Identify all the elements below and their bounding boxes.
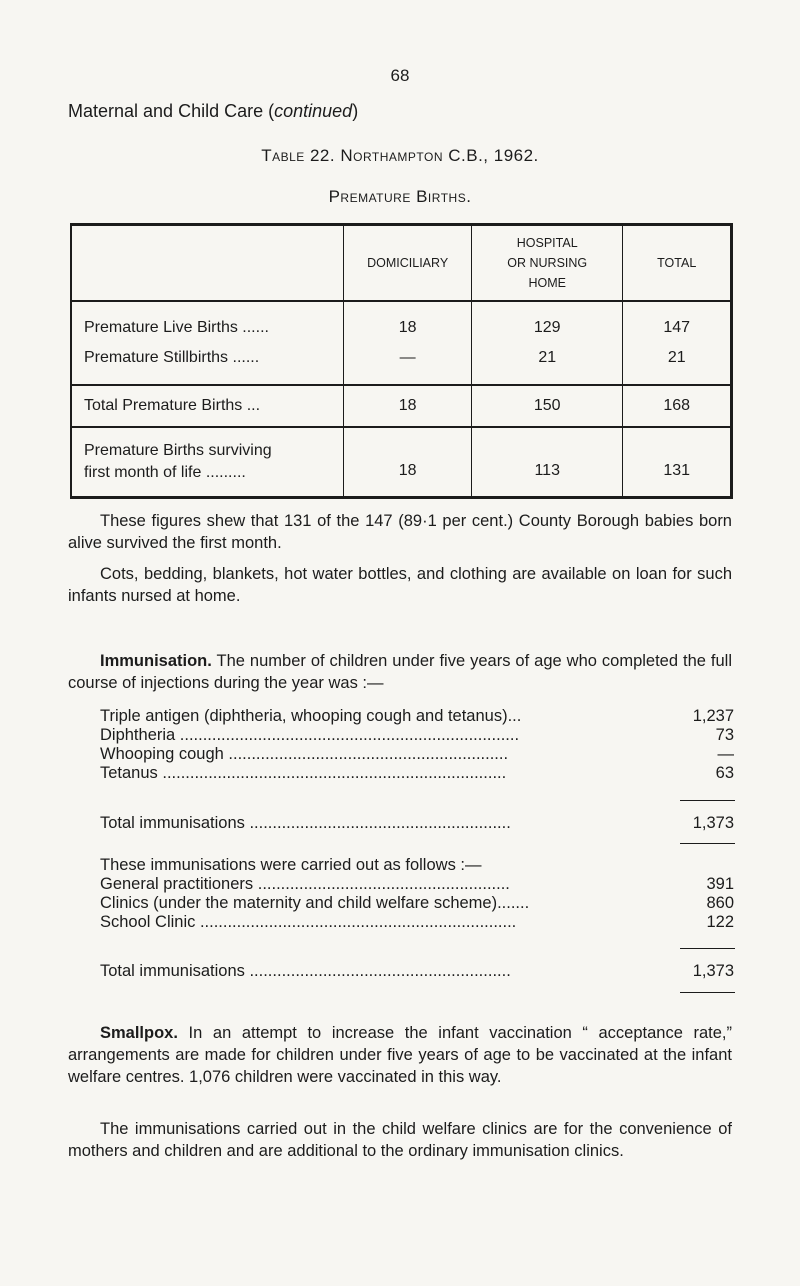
total-hospital: 150 — [472, 385, 623, 427]
total-value: 1,373 — [692, 962, 734, 980]
item-value: 63 — [715, 764, 734, 782]
total-cell — [623, 301, 732, 385]
item-value: 1,237 — [692, 707, 734, 725]
item-value: 391 — [706, 875, 734, 893]
carried-intro-text: These immunisations were carried out as follows :— — [100, 856, 482, 874]
loan-paragraph: Cots, bedding, blankets, hot water bottles, and clothing are available on loan for such infants nursed at home. — [68, 565, 732, 605]
sum-rule — [680, 992, 735, 993]
header-hospital — [472, 225, 623, 302]
table-title: Table 22. Northampton C.B., 1962. — [261, 146, 539, 165]
header-total: TOTAL — [623, 225, 732, 302]
smallpox-paragraph — [68, 1022, 732, 1088]
live-domiciliary: 18 — [398, 319, 417, 336]
row-still-label: Premature Stillbirths ...... — [84, 349, 260, 366]
sum-rule — [680, 800, 735, 801]
header-domiciliary: DOMICILIARY — [344, 225, 472, 302]
sum-rule — [680, 948, 735, 949]
immunisation-heading: Immunisation. — [100, 652, 212, 670]
still-hospital: 21 — [538, 349, 557, 366]
list-item — [100, 762, 734, 784]
total-label: Total immunisations ......................................................... — [100, 962, 511, 980]
total-line — [100, 960, 734, 982]
surviving-label-line1: Premature Births surviving — [84, 442, 272, 459]
surviving-hospital: 113 — [472, 427, 623, 498]
item-label: Tetanus ........................................................................... — [100, 764, 507, 782]
smallpox-text: In an attempt to increase the infant vaccination “ acceptance rate,” arrangements are made for children under five years of age to be vaccinated at the infant welfare centres. 1,076 children were vaccinated in this way. — [68, 1024, 732, 1086]
row-total-label: Total Premature Births ... — [71, 385, 344, 427]
total-domiciliary: 18 — [344, 385, 472, 427]
item-value: 860 — [706, 894, 734, 912]
table-row — [71, 301, 732, 385]
header-blank — [71, 225, 344, 302]
item-label: Diphtheria .......................................................................... — [100, 726, 520, 744]
table-row — [71, 427, 732, 498]
item-label: Whooping cough ............................................................. — [100, 745, 509, 763]
item-label: General practitioners ....................................................... — [100, 875, 510, 893]
surviving-label-line2: first month of life ......... — [84, 464, 246, 481]
immunisation-intro-text: The number of children under five years of age who completed the full course of injections during the year was :— — [68, 652, 732, 692]
still-domiciliary: — — [399, 349, 416, 366]
table-header-row — [71, 225, 732, 302]
row-live-label: Premature Live Births ...... — [84, 319, 269, 336]
row-label-cell — [71, 301, 344, 385]
item-label: Clinics (under the maternity and child welfare scheme)....... — [100, 894, 530, 912]
item-value: 122 — [706, 913, 734, 931]
item-value: — — [717, 745, 734, 763]
total-total: 168 — [623, 385, 732, 427]
item-label: School Clinic ..................................................................... — [100, 913, 517, 931]
surviving-total: 131 — [623, 427, 732, 498]
item-label: Triple antigen (diphtheria, whooping cough and tetanus)... — [100, 707, 522, 725]
header-hospital-line1: HOSPITAL — [516, 236, 578, 250]
live-total: 147 — [663, 319, 691, 336]
continued-label: continued — [274, 101, 353, 121]
sum-rule — [680, 843, 735, 844]
survival-paragraph: These figures shew that 131 of the 147 (89·1 per cent.) County Borough babies born alive survived the first month. — [68, 512, 732, 552]
header-hospital-line3: HOME — [528, 276, 566, 290]
section-title: Maternal and Child Care (continued) — [68, 101, 359, 121]
page-number: 68 — [390, 66, 410, 85]
total-value: 1,373 — [692, 814, 734, 832]
item-value: 73 — [715, 726, 734, 744]
still-total: 21 — [667, 349, 686, 366]
table-row — [71, 385, 732, 427]
smallpox-heading: Smallpox. — [100, 1024, 178, 1042]
section-title-text: Maternal and Child Care — [68, 101, 264, 121]
surviving-domiciliary: 18 — [344, 427, 472, 498]
live-hospital: 129 — [533, 319, 561, 336]
hospital-cell — [472, 301, 623, 385]
clinics-paragraph: The immunisations carried out in the child welfare clinics are for the convenience of mothers and children and are additional to the ordinary immunisation clinics. — [68, 1120, 732, 1160]
list-item — [100, 911, 734, 933]
table-subtitle: Premature Births. — [328, 187, 472, 206]
total-label: Total immunisations ......................................................... — [100, 814, 511, 832]
row-surviving-label — [71, 427, 344, 498]
premature-births-table — [70, 223, 733, 499]
total-line — [100, 812, 734, 834]
header-hospital-line2: OR NURSING — [507, 256, 588, 270]
domiciliary-cell — [344, 301, 472, 385]
immunisation-intro — [68, 650, 732, 694]
